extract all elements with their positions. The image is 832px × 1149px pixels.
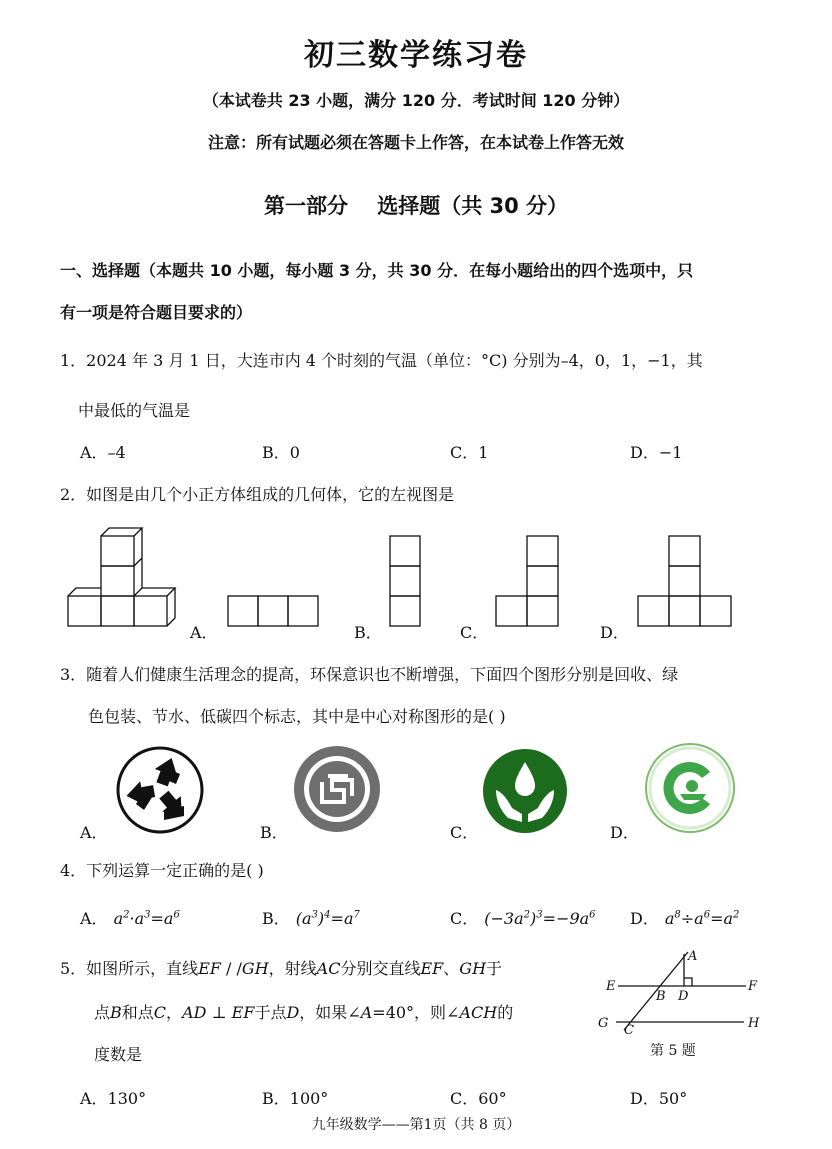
q1-option-a: A．–4 — [80, 443, 126, 462]
q2-stem: 2．如图是由几个小正方体组成的几何体，它的左视图是 — [60, 485, 455, 504]
section-instruction-line1: 一、选择题（本题共 10 小题，每小题 3 分，共 30 分．在每小题给出的四个选项中，只 — [60, 261, 694, 280]
q5-figure — [596, 946, 772, 1036]
q2-option-b-label: B． — [354, 623, 382, 642]
q4-option-d: D． $a^8\div a^6=a^2$ — [630, 909, 740, 928]
q1-stem-line2: 中最低的气温是 — [78, 401, 191, 420]
exam-notice: 注意：所有试题必须在答题卡上作答，在本试卷上作答无效 — [207, 133, 624, 152]
q4-option-a-label: A． — [80, 909, 108, 928]
q2-option-d-figure — [638, 536, 734, 632]
page-footer: 九年级数学——第1页（共 8 页） — [311, 1117, 521, 1133]
recycle-icon — [114, 744, 206, 836]
q5-stem-line2: 点B和点C，AD ⊥ EF于点D，如果∠A=40°，则∠ACH的 — [94, 1003, 514, 1022]
page-title: 初三数学练习卷 — [304, 38, 528, 73]
q3-option-b-label: B． — [260, 823, 288, 842]
q3-stem-line2: 色包装、节水、低碳四个标志，其中是中心对称图形的是( ) — [88, 707, 506, 726]
exam-info: （本试卷共 23 小题，满分 120 分．考试时间 120 分钟） — [202, 91, 630, 110]
q2-option-d-label: D． — [600, 623, 629, 642]
q5-option-a: A．130° — [80, 1089, 147, 1108]
q4-option-d-label: D． — [630, 909, 659, 928]
svg-text:G: G — [598, 1016, 609, 1031]
svg-text:F: F — [748, 979, 758, 994]
q5-stem-line3: 度数是 — [94, 1045, 143, 1064]
q4-option-a: A． $a^2\cdot a^3=a^6$ — [80, 909, 180, 928]
section-instruction-line2: 有一项是符合题目要求的） — [60, 303, 253, 322]
q1-stem-line1: 1．2024 年 3 月 1 日，大连市内 4 个时刻的气温（单位：°C) 分别为–4，0，1，−1，其 — [60, 351, 703, 370]
q1-option-c: C．1 — [450, 443, 489, 462]
q5-option-c: C．60° — [450, 1089, 507, 1108]
q2-option-b-figure — [390, 536, 424, 632]
q3-option-c-label: C． — [450, 823, 479, 842]
q2-option-a-figure — [228, 596, 322, 630]
svg-text:E: E — [606, 979, 616, 994]
part-title: 第一部分 选择题（共 30 分） — [263, 194, 569, 218]
q5-figure-caption: 第 5 题 — [650, 1043, 696, 1059]
q2-solid-figure — [60, 522, 190, 632]
q2-option-c-figure — [496, 536, 562, 632]
q3-option-a-label: A． — [80, 823, 108, 842]
q5-option-b: B．100° — [262, 1089, 329, 1108]
q2-option-c-label: C． — [460, 623, 489, 642]
q4-option-c: C． $(-3a^2)^3=-9a^6$ — [450, 909, 596, 928]
svg-text:D: D — [678, 989, 689, 1004]
q2-option-a-label: A． — [190, 623, 218, 642]
svg-text:A: A — [688, 949, 698, 964]
q3-stem-line1: 3．随着人们健康生活理念的提高，环保意识也不断增强，下面四个图形分别是回收、绿 — [60, 665, 679, 684]
water-saving-icon — [482, 748, 568, 834]
q4-stem: 4．下列运算一定正确的是( ) — [60, 861, 264, 880]
q4-option-c-label: C． — [450, 909, 479, 928]
svg-text:B: B — [656, 989, 666, 1004]
green-packaging-icon — [292, 744, 382, 834]
q3-option-d-label: D． — [610, 823, 639, 842]
low-carbon-icon — [644, 742, 736, 834]
q1-option-b: B．0 — [262, 443, 300, 462]
q1-option-d: D．−1 — [630, 443, 683, 462]
q5-option-d: D．50° — [630, 1089, 688, 1108]
q4-option-b: B． $(a^3)^4=a^7$ — [262, 909, 360, 928]
svg-text:C: C — [624, 1023, 634, 1038]
svg-text:H: H — [748, 1016, 760, 1031]
q5-stem-line1: 5．如图所示，直线EF / /GH，射线AC分别交直线EF、GH于 — [60, 959, 503, 978]
q4-option-b-label: B． — [262, 909, 290, 928]
